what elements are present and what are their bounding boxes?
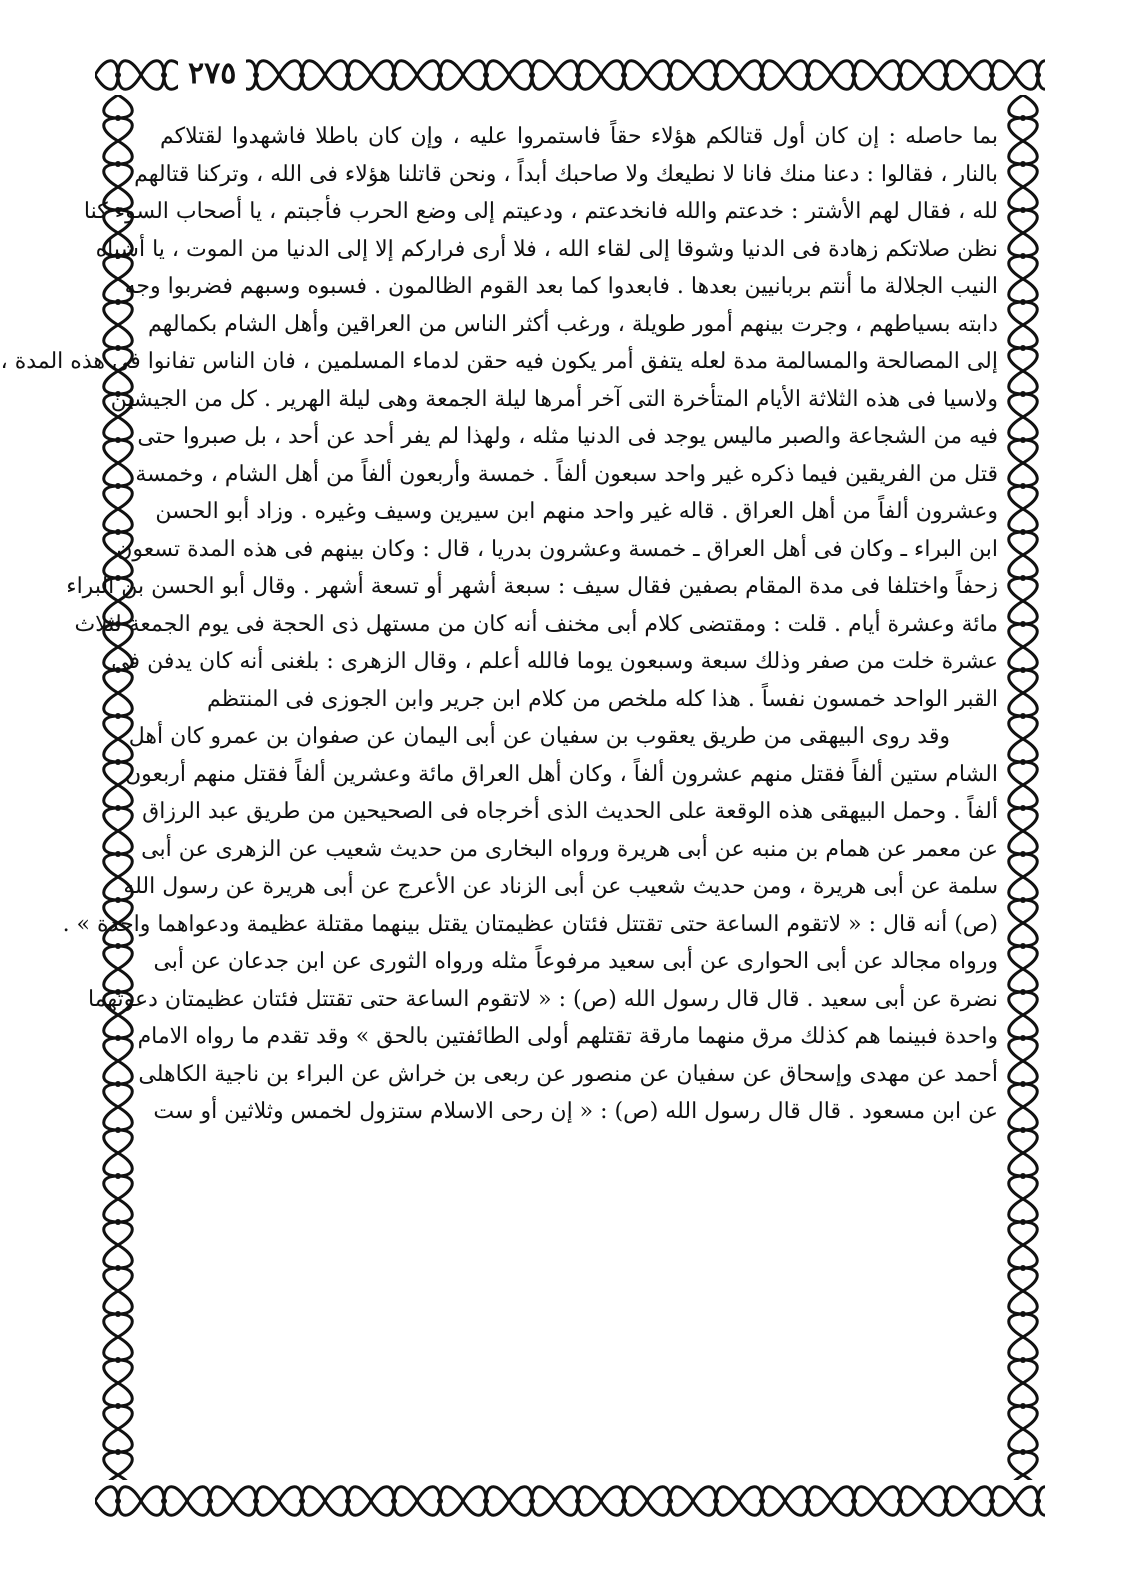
text-line: قتل من الفريقين فيما ذكره غير واحد سبعون ألفاً . خمسة وأربعون ألفاً من أهل الشام ، وخمسة bbox=[135, 461, 998, 487]
text-line: بالنار ، فقالوا : دعنا منك فانا لا نطيعك ولا صاحبك أبداً ، ونحن قاتلنا هؤلاء فى الله ، وتركنا قتالهم bbox=[134, 161, 998, 187]
text-line: واحدة فبينما هم كذلك مرق منهما مارقة تقتلهم أولى الطائفتين بالحق » وقد تقدم ما رواه الامام bbox=[137, 1024, 998, 1049]
text-line: بما حاصله : إن كان أول قتالكم هؤلاء حقاً فاستمروا عليه ، وإن كان باطلا فاشهدوا لقتلاكم bbox=[160, 124, 998, 149]
text-line: دابته بسياطهم ، وجرت بينهم أمور طويلة ، ورغب أكثر الناس من العراقين وأهل الشام بكمالهم bbox=[148, 311, 998, 337]
text-line: وعشرون ألفاً من أهل العراق . قاله غير واحد منهم ابن سيرين وسيف وغيره . وزاد أبو الحسن bbox=[155, 499, 998, 524]
text-line: زحفاً واختلفا فى مدة المقام بصفين فقال سيف : سبعة أشهر أو تسعة أشهر . وقال أبو الحسن بن البراء bbox=[66, 574, 998, 599]
text-line: عشرة خلت من صفر وذلك سبعة وسبعون يوما فالله أعلم ، وقال الزهرى : بلغنى أنه كان يدفن فى bbox=[111, 649, 998, 674]
text-line: ورواه مجالد عن أبى الحوارى عن أبى سعيد مرفوعاً مثله ورواه الثورى عن ابن جدعان عن أبى bbox=[153, 949, 998, 974]
text-line: عن ابن مسعود . قال قال رسول الله (ص) : « إن رحى الاسلام ستزول لخمس وثلاثين أو ست bbox=[153, 1099, 998, 1124]
text-line: إلى المصالحة والمسالمة مدة لعله يتفق أمر يكون فيه حقن لدماء المسلمين ، فان الناس تفانوا فى هذه المدة ، bbox=[0, 349, 998, 374]
ornamental-border-right bbox=[1000, 95, 1046, 1480]
paragraph bbox=[62, 718, 998, 943]
text-line: لله ، فقال لهم الأشتر : خدعتم والله فانخدعتم ، ودعيتم إلى وضع الحرب فأجبتم ، يا أصحاب السوء كنا bbox=[83, 199, 998, 224]
paragraph bbox=[87, 943, 998, 1131]
text-line: عن معمر عن همام بن منبه عن أبى هريرة ورواه البخارى من حديث شعيب عن الزهرى عن أبى bbox=[141, 836, 998, 862]
text-line: القبر الواحد خمسون نفساً . هذا كله ملخص من كلام ابن جرير وابن الجوزى فى المنتظم bbox=[206, 686, 998, 712]
text-line: وقد روى البيهقى من طريق يعقوب بن سفيان عن أبى اليمان عن صفوان بن عمرو كان أهل bbox=[128, 724, 950, 749]
text-line: سلمة عن أبى هريرة ، ومن حديث شعيب عن أبى الزناد عن الأعرج عن أبى هريرة عن رسول الله bbox=[123, 874, 998, 899]
text-line: الشام ستين ألفاً فقتل منهم عشرون ألفاً ، وكان أهل العراق مائة وعشرين ألفاً فقتل منهم أربعون bbox=[125, 761, 998, 787]
text-line: نضرة عن أبى سعيد . قال قال رسول الله (ص) : « لاتقوم الساعة حتى تقتتل فئتان عظيمتان دعوتهما bbox=[87, 986, 998, 1012]
text-line: ابن البراء ـ وكان فى أهل العراق ـ خمسة وعشرون بدريا ، قال : وكان بينهم فى هذه المدة تسعون bbox=[116, 536, 998, 562]
text-line: نظن صلاتكم زهادة فى الدنيا وشوقا إلى لقاء الله ، فلا أرى فراركم إلا إلى الدنيا من الموت ، يا أشباه bbox=[95, 236, 998, 262]
ornamental-border-bottom bbox=[95, 1478, 1045, 1524]
text-line: ألفاً . وحمل البيهقى هذه الوقعة على الحديث الذى أخرجاه فى الصحيحين من طريق عبد الرزاق bbox=[142, 799, 998, 824]
text-line: فيه من الشجاعة والصبر ماليس يوجد فى الدنيا مثله ، ولهذا لم يفر أحد عن أحد ، بل صبروا حتى bbox=[137, 424, 998, 449]
text-line: مائة وعشرة أيام . قلت : ومقتضى كلام أبى مخنف أنه كان من مستهل ذى الحجة فى يوم الجمعة لثلاث bbox=[74, 611, 998, 637]
text-line: ولاسيا فى هذه الثلاثة الأيام المتأخرة التى آخر أمرها ليلة الجمعة وهى ليلة الهرير . كل من الجيشين bbox=[110, 386, 998, 412]
text-line: (ص) أنه قال : « لاتقوم الساعة حتى تقتتل فئتان عظيمتان يقتل بينهما مقتلة عظيمة ودعواهما واحدة » . bbox=[62, 911, 998, 937]
text-line: النيب الجلالة ما أنتم بربانيين بعدها . فابعدوا كما بعد القوم الظالمون . فسبوه وسبهم فضربوا وجه bbox=[124, 274, 998, 299]
paragraph bbox=[0, 118, 998, 718]
text-line: أحمد عن مهدى وإسحاق عن سفيان عن منصور عن ربعى بن خراش عن البراء بن ناجية الكاهلى bbox=[138, 1061, 998, 1087]
page-number: ٢٧٥ bbox=[178, 56, 246, 92]
body-text bbox=[0, 118, 998, 1478]
